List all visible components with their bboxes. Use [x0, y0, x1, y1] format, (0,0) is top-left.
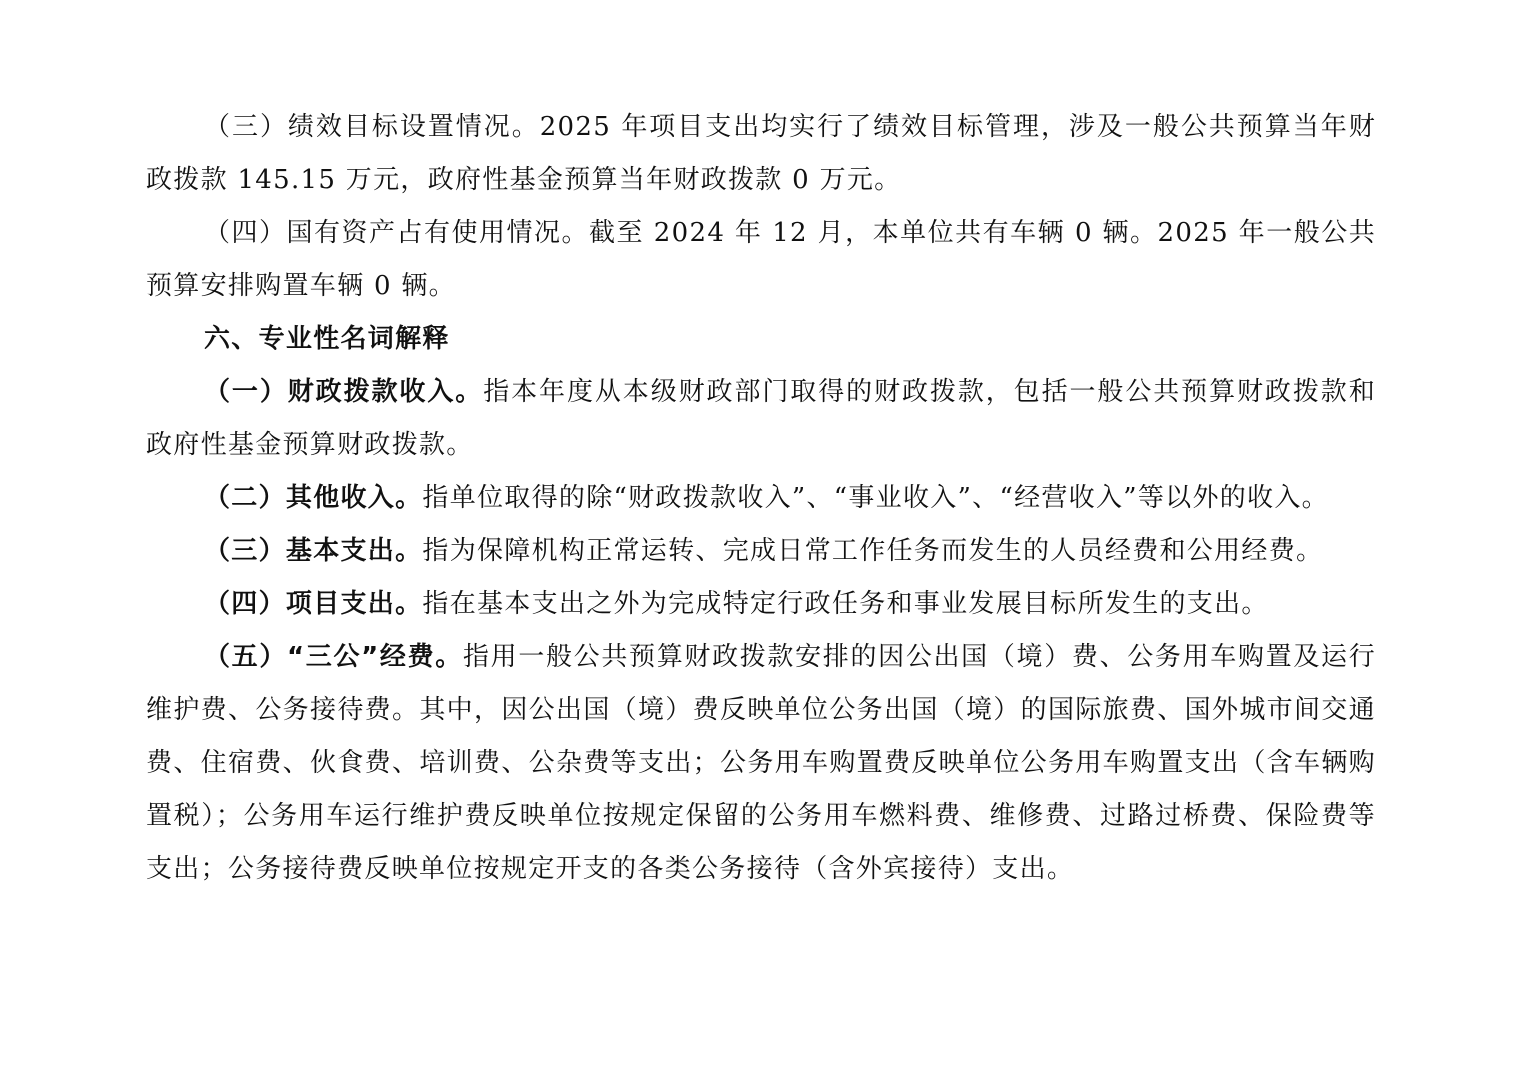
paragraph-basic-expenditure: [146, 525, 1376, 578]
paragraph-text: 2025 年项目支出均实行了绩效目标管理，涉及一般公共预算当年财政拨款 145.15 万元，政府性基金预算当年财政拨款 0 万元。: [146, 112, 1376, 195]
term-definition: 指单位取得的除“财政拨款收入”、“事业收入”、“经营收入”等以外的收入。: [422, 483, 1329, 513]
paragraph-project-expenditure: [146, 578, 1376, 631]
term-label: （一）财政拨款收入。: [204, 377, 484, 407]
term-label: （五）“三公”经费。: [204, 642, 463, 672]
paragraph-lead: （四）国有资产占有使用情况。: [204, 218, 590, 248]
paragraph-text: 截至 2024 年 12 月，本单位共有车辆 0 辆。2025 年一般公共预算安排购置车辆 0 辆。: [146, 218, 1376, 301]
document-body: [146, 101, 1376, 896]
section-heading: 六、专业性名词解释: [204, 324, 450, 354]
term-label: （四）项目支出。: [204, 589, 423, 619]
paragraph-other-income: [146, 472, 1376, 525]
term-definition: 指在基本支出之外为完成特定行政任务和事业发展目标所发生的支出。: [422, 589, 1269, 619]
paragraph-three-public-expenses: [146, 631, 1376, 896]
term-label: （二）其他收入。: [204, 483, 423, 513]
term-definition: 指用一般公共预算财政拨款安排的因公出国（境）费、公务用车购置及运行维护费、公务接待费。其中，因公出国（境）费反映单位公务出国（境）的国际旅费、国外城市间交通费、住宿费、伙食费、培训费、公杂费等支出；公务用车购置费反映单位公务用车购置支出（含车辆购置税）；公务用车运行维护费反映单位按规定保留的公务用车燃料费、维修费、过路过桥费、保险费等支出；公务接待费反映单位按规定开支的各类公务接待（含外宾接待）支出。: [146, 642, 1376, 884]
term-label: （三）基本支出。: [204, 536, 423, 566]
term-definition: 指本年度从本级财政部门取得的财政拨款，包括一般公共预算财政拨款和政府性基金预算财政拨款。: [146, 377, 1376, 460]
term-definition: 指为保障机构正常运转、完成日常工作任务而发生的人员经费和公用经费。: [422, 536, 1324, 566]
paragraph-state-assets: [146, 207, 1376, 313]
paragraph-performance-targets: [146, 101, 1376, 207]
paragraph-lead: （三）绩效目标设置情况。: [204, 112, 540, 142]
paragraph-fiscal-appropriation-income: [146, 366, 1376, 472]
